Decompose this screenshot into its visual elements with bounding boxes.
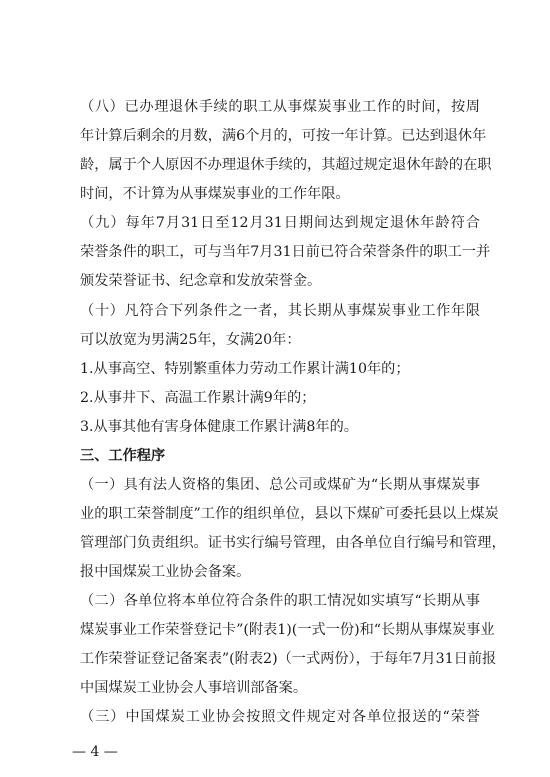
paragraph-line: 中国煤炭工业协会人事培训部备案。	[80, 680, 308, 696]
section-heading: 三、工作程序	[80, 448, 166, 464]
paragraph-line: 颁发荣誉证书、纪念章和发放荣誉金。	[80, 273, 322, 289]
list-item: 2.从事井下、高温工作累计满9年的；	[80, 390, 316, 406]
paragraph-line: （一）具有法人资格的集团、总公司或煤矿为“长期从事煤炭事	[80, 477, 480, 493]
paragraph-line: （十）凡符合下列条件之一者，其长期从事煤炭事业工作年限	[80, 303, 480, 319]
paragraph-line: 煤炭事业工作荣誉登记卡”(附表1)(一式一份)和“长期从事煤炭事业	[80, 622, 495, 638]
paragraph-line: 工作荣誉证登记备案表”(附表2)（一式两份），于每年7月31日前报	[80, 651, 497, 667]
paragraph-line: 年计算后剩余的月数，满6个月的，可按一年计算。已达到退休年	[80, 128, 487, 144]
paragraph-line: 报中国煤炭工业协会备案。	[80, 564, 251, 580]
paragraph-line: （八）已办理退休手续的职工从事煤炭事业工作的时间，按周	[80, 99, 480, 115]
paragraph-line: 业的职工荣誉制度”工作的组织单位，县以下煤矿可委托县以上煤炭	[80, 506, 499, 522]
paragraph-line: 可以放宽为男满25年，女满20年：	[80, 332, 301, 348]
list-item: 3.从事其他有害身体健康工作累计满8年的。	[80, 419, 358, 435]
paragraph-line: 荣誉条件的职工，可与当年7月31日前已符合荣誉条件的职工一并	[80, 244, 491, 260]
paragraph-line: （三）中国煤炭工业协会按照文件规定对各单位报送的“荣誉	[80, 709, 480, 725]
page-number: — 4 —	[72, 744, 118, 760]
paragraph-line: 龄，属于个人原因不办理退休手续的，其超过规定退休年龄的在职	[80, 157, 492, 173]
paragraph-line: （二）各单位将本单位符合条件的职工情况如实填写“长期从事	[80, 593, 480, 609]
paragraph-line: 管理部门负责组织。证书实行编号管理，由各单位自行编号和管理，	[80, 535, 506, 551]
paragraph-line: 时间，不计算为从事煤炭事业的工作年限。	[80, 186, 350, 202]
paragraph-line: （九）每年7月31日至12月31日期间达到规定退休年龄符合	[80, 215, 480, 231]
list-item: 1.从事高空、特别繁重体力劳动工作累计满10年的；	[80, 361, 410, 377]
